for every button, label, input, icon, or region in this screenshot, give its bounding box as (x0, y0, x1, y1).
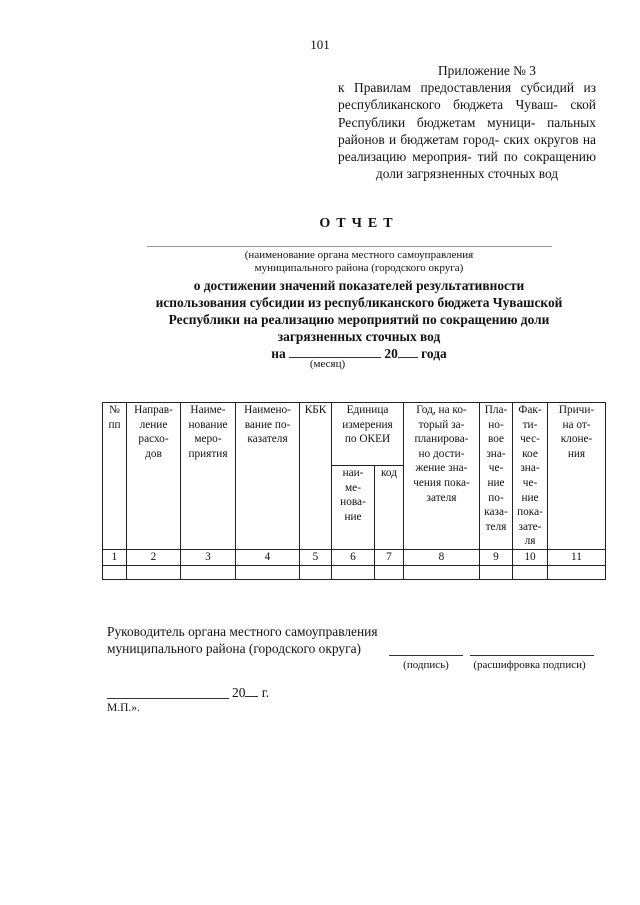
column-number: 2 (127, 549, 181, 565)
appendix-line: сточных вод (487, 166, 559, 182)
appendix-block (338, 62, 596, 182)
column-number: 4 (236, 549, 300, 565)
table-cell[interactable] (236, 565, 300, 579)
table-cell[interactable] (404, 565, 480, 579)
col-header-unit: Единица измерения по ОКЕИ (332, 403, 404, 466)
subject-line: Республики на реализацию мероприятий по сокращению доли (168, 312, 550, 327)
column-number: 7 (375, 549, 404, 565)
appendix-line: тий по сокращению доли загрязненных (375, 149, 596, 182)
report-table (102, 402, 606, 580)
signature-line1: Руководитель органа местного самоуправления (107, 624, 378, 639)
footer-year-field[interactable] (245, 685, 258, 697)
signature-line2: муниципального района (городского округа) (107, 641, 361, 656)
column-number: 8 (404, 549, 480, 565)
col-header-event: Наиме- нование меро- приятия (181, 403, 236, 550)
table-cell[interactable] (300, 565, 332, 579)
signature-field[interactable] (389, 641, 463, 656)
subject-line: использования субсидии из республиканского бюджета Чувашской (155, 295, 563, 310)
date-suffix: года (421, 346, 447, 361)
stamp-mark: М.П.». (107, 702, 140, 714)
column-number: 3 (181, 549, 236, 565)
org-caption (0, 249, 640, 275)
column-number: 1 (103, 549, 127, 565)
appendix-line: ской Республики бюджетам муници- (338, 97, 596, 130)
appendix-line: из республиканского бюджета Чуваш- (338, 80, 596, 113)
month-caption: (месяц) (309, 358, 346, 370)
col-header-actual: Фак- ти- чес- кое зна- че- ние пока- зате- ля (513, 403, 548, 550)
table-cell[interactable] (513, 565, 548, 579)
month-field[interactable] (289, 346, 381, 358)
appendix-line: к Правилам предоставления субсидий (338, 80, 574, 96)
subject-line: о достижении значений показателей результативности (193, 278, 525, 293)
col-header-num: № пп (103, 403, 127, 550)
table-cell[interactable] (375, 565, 404, 579)
col-header-year: Год, на ко- торый за- планирова- но дости- жение зна- чения пока- зателя (404, 403, 480, 550)
column-number-row (103, 549, 606, 565)
date-year: 20 (384, 346, 398, 361)
col-header-kbk: КБК (300, 403, 332, 550)
org-caption-line: (наименование органа местного самоуправления (244, 249, 474, 261)
appendix-text (338, 79, 596, 182)
table-cell[interactable] (332, 565, 375, 579)
date-field[interactable] (107, 686, 229, 699)
col-header-unit-code: код (375, 466, 404, 550)
appendix-line: ских округов на реализацию мероприя- (338, 131, 596, 165)
footer-year-suffix: г. (261, 685, 270, 700)
column-number: 6 (332, 549, 375, 565)
decode-caption: (расшифровка подписи) (473, 659, 586, 671)
table-cell[interactable] (103, 565, 127, 579)
table-row (103, 565, 606, 579)
org-caption-line: муниципального района (городского округа) (254, 262, 464, 274)
org-name-line (147, 246, 552, 247)
table-header-row (103, 403, 606, 466)
sign-caption: (подпись) (403, 659, 449, 671)
appendix-heading: Приложение № 3 (437, 63, 537, 78)
report-subject (0, 277, 640, 362)
footer-year-prefix: 20 (232, 685, 246, 700)
report-title: ОТЧЕТ (319, 216, 399, 231)
col-header-unit-name: наи- ме- нова- ние (332, 466, 375, 550)
column-number: 11 (548, 549, 606, 565)
col-header-direction: Направ- ление расхо- дов (127, 403, 181, 550)
column-number: 10 (513, 549, 548, 565)
table-cell[interactable] (127, 565, 181, 579)
subject-line: загрязненных сточных вод (277, 329, 441, 344)
date-prefix: на (271, 346, 286, 361)
appendix-line: пальных районов и бюджетам город- (338, 114, 596, 147)
col-header-indicator: Наимено- вание по- казателя (236, 403, 300, 550)
table-cell[interactable] (548, 565, 606, 579)
page-number: 101 (310, 37, 330, 52)
table-cell[interactable] (181, 565, 236, 579)
table-cell[interactable] (480, 565, 513, 579)
column-number: 5 (300, 549, 332, 565)
year-field[interactable] (398, 346, 418, 358)
footer-date (232, 685, 269, 701)
col-header-planned: Пла- но- вое зна- че- ние по- каза- теля (480, 403, 513, 550)
signature-decode-field[interactable] (470, 641, 594, 656)
column-number: 9 (480, 549, 513, 565)
col-header-reason: Причи- на от- клоне- ния (548, 403, 606, 550)
